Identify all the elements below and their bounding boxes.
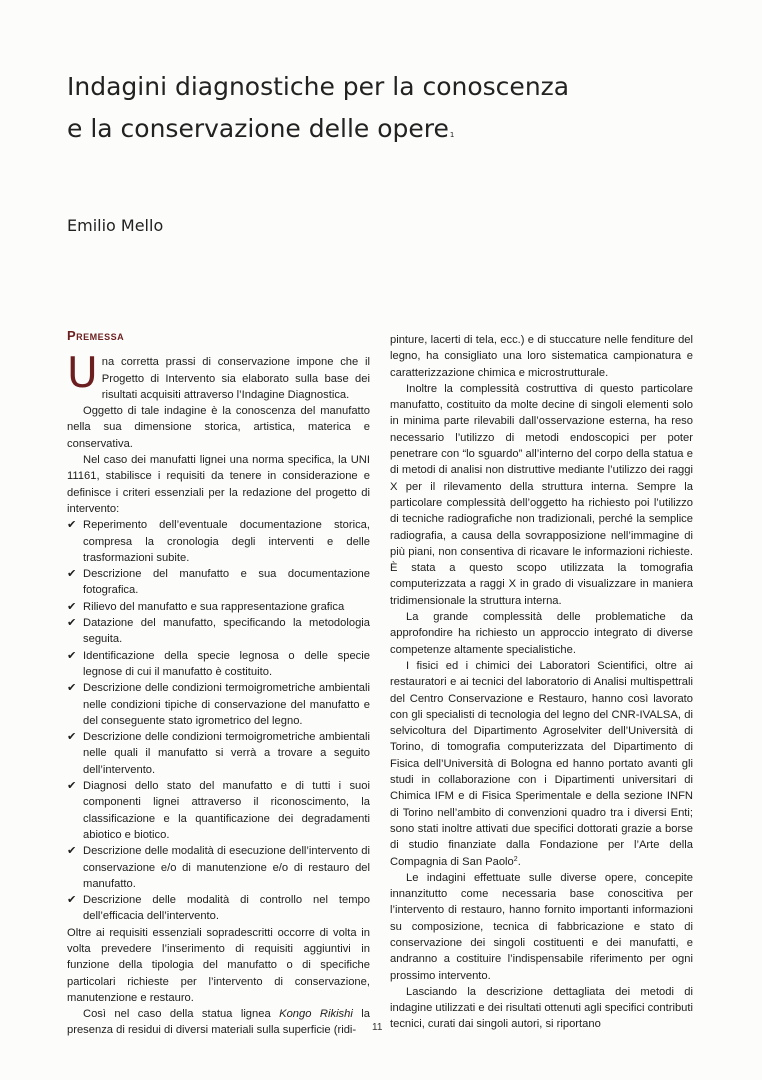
page-number: 11 xyxy=(372,1022,383,1033)
requirement-item xyxy=(67,517,370,566)
requirement-text: Rilievo del manufatto e sua rappresentazione grafica xyxy=(83,600,345,613)
right-paragraph-4 xyxy=(390,658,693,870)
requirement-text: Diagnosi dello stato del manufatto e di tutti i suoi componenti lignei attraverso il riconoscimento, la classificazione e la quantificazione dei degradamenti abiotico e biotico. xyxy=(83,780,370,841)
requirements-list xyxy=(67,517,370,924)
section-heading: Premessa xyxy=(67,328,125,343)
checkmark-icon: ✔ xyxy=(67,649,77,662)
checkmark-icon: ✔ xyxy=(67,845,77,858)
checkmark-icon: ✔ xyxy=(67,682,77,695)
drop-cap: U xyxy=(67,348,98,398)
right-paragraph-4-text: I fisici ed i chimici dei Laboratori Scientifici, oltre ai restauratori e ai tecnici del laboratorio di Analisi multispettrali del Centro Conservazione e Restauro, hanno così lavorato con gli specialisti di tecnologia del legno del CNR-IVALSA, di selvicoltura del Dipartimento Agroselviter dell’Università di Torino, di tomografia computerizzata del Dipartimento di Fisica dell’Università di Bologna ed hanno portato avanti gli studi in collaborazione con i Dipartimenti universitari di Chimica IFM e di Fisica Sperimentale e della sezione INFN di Torino nell’ambito di convenzioni quadro tra i diversi Enti; sono stati inoltre attivati due specifici dottorati grazie a borse di studio finanziate dalla Fondazione per l’Arte della Compagnia di San Paolo xyxy=(390,659,693,868)
checkmark-icon: ✔ xyxy=(67,731,77,744)
requirement-item xyxy=(67,599,370,615)
intro-paragraph xyxy=(67,348,370,403)
checkmark-icon: ✔ xyxy=(67,894,77,907)
requirement-text: Identificazione della specie legnosa o delle specie legnose di cui il manufatto è costituito. xyxy=(83,649,370,678)
checkmark-icon: ✔ xyxy=(67,600,77,613)
author-name: Emilio Mello xyxy=(67,216,164,235)
checkmark-icon: ✔ xyxy=(67,780,77,793)
title-line-1: Indagini diagnostiche per la conoscenza xyxy=(67,72,570,101)
right-paragraph-1: pinture, lacerti di tela, ecc.) e di stuccature nelle fenditure del legno, ha consigliato una loro sistematica campionatura e caratterizzazione chimica e microstrutturale. xyxy=(390,334,693,379)
requirement-text: Reperimento dell’eventuale documentazione storica, compresa la cronologia degli interventi e delle trasformazioni subite. xyxy=(83,519,370,564)
right-paragraph-5: Le indagini effettuate sulle diverse opere, concepite innanzitutto come necessaria base conoscitiva per l’intervento di restauro, hanno fornito importanti informazioni su composizione, tecnica di fabbricazione e stato di conservazione dei singoli costituenti e dei manufatti, e andranno a costituire l’indispensabile riferimento per ogni prossimo intervento. xyxy=(390,871,693,982)
paragraph-5-a: Così nel caso della statua lignea xyxy=(83,1008,280,1021)
requirement-item xyxy=(67,892,370,925)
title-footnote-mark: 1 xyxy=(449,131,455,139)
article-title xyxy=(67,66,667,150)
intro-text: na corretta prassi di conservazione impone che il Progetto di Intervento sia elaborato sulla base dei risultati acquisiti attraverso l’Indagine Diagnostica. xyxy=(101,356,370,401)
requirement-text: Descrizione delle modalità di controllo nel tempo dell’efficacia dell’intervento. xyxy=(83,894,370,923)
requirement-item xyxy=(67,843,370,892)
requirement-item xyxy=(67,648,370,681)
right-column xyxy=(390,332,693,1033)
checkmark-icon: ✔ xyxy=(67,617,77,630)
requirement-text: Descrizione delle modalità di esecuzione dell’intervento di conservazione e/o di manutenzione e/o di restauro del manufatto. xyxy=(83,845,370,890)
requirement-item xyxy=(67,566,370,599)
right-paragraph-2: Inoltre la complessità costruttiva di questo particolare manufatto, costituito da molte decine di singoli elementi solo in minima parte rilevabili dall’osservazione esterna, ha reso necessario l’utilizzo di metodi endoscopici per poter penetrare con “lo sguardo” all’interno del corpo della statua e di metodi di analisi non distruttive mediante l’utilizzo dei raggi X per il rilevamento della struttura interna. Sempre la particolare complessità dell’oggetto ha richiesto poi l’utilizzo di tecniche radiografiche non tradizionali, perché la semplice radiografia, a causa della sovrapposizione nell’immagine di più piani, non consentiva di ricavare le informazioni richieste. È stata a questo scopo utilizzata la tomografia computerizzata a raggi X in grado di visualizzare in maniera tridimensionale la struttura interna. xyxy=(390,382,693,607)
requirement-item xyxy=(67,729,370,778)
requirement-item xyxy=(67,778,370,843)
paragraph-5 xyxy=(67,1006,370,1039)
right-paragraph-3: La grande complessità delle problematiche da approfondire ha richiesto un approccio integrato di diverse competenze altamente specialistiche. xyxy=(390,611,693,656)
requirement-item xyxy=(67,615,370,648)
footnote-mark-2: 2 xyxy=(513,855,518,863)
left-column xyxy=(67,328,370,1039)
statue-name: Kongo Rikishi xyxy=(279,1008,353,1021)
requirement-item xyxy=(67,680,370,729)
checkmark-icon: ✔ xyxy=(67,519,77,532)
requirement-text: Datazione del manufatto, specificando la metodologia seguita. xyxy=(83,617,370,646)
paragraph-5-b: la presenza di residui di diversi materiali sulla superficie (ridi- xyxy=(67,1008,370,1037)
right-paragraph-6: Lasciando la descrizione dettagliata dei metodi di indagine utilizzati e dei risultati ottenuti agli specifici contributi tecnici, curati dai singoli autori, si riportano xyxy=(390,985,693,1031)
paragraph-2: Oggetto di tale indagine è la conoscenza del manufatto nella sua dimensione storica, artistica, materica e conservativa. xyxy=(67,405,370,450)
paragraph-3: Nel caso dei manufatti lignei una norma specifica, la UNI 11161, stabilisce i requisiti da tenere in considerazione e definisce i criteri essenziali per la redazione del progetto di intervento: xyxy=(67,454,370,515)
requirement-text: Descrizione delle condizioni termoigrometriche ambientali nelle condizioni tipiche di conservazione del manufatto e del conseguente stato igrometrico del legno. xyxy=(83,682,370,727)
requirement-text: Descrizione delle condizioni termoigrometriche ambientali nelle quali il manufatto si verrà a trovare a seguito dell’intervento. xyxy=(83,731,370,776)
title-line-2-text: e la conservazione delle opere xyxy=(67,114,449,143)
right-paragraph-4-end: . xyxy=(517,855,521,868)
title-line-2 xyxy=(67,108,667,150)
requirement-text: Descrizione del manufatto e sua documentazione fotografica. xyxy=(83,568,370,597)
paragraph-4: Oltre ai requisiti essenziali sopradescritti occorre di volta in volta prevedere l’inserimento di requisiti aggiuntivi in funzione della tipologia del manufatto o di specifiche particolari richieste per l’intervento di conservazione, manutenzione e restauro. xyxy=(67,926,370,1004)
checkmark-icon: ✔ xyxy=(67,568,77,581)
